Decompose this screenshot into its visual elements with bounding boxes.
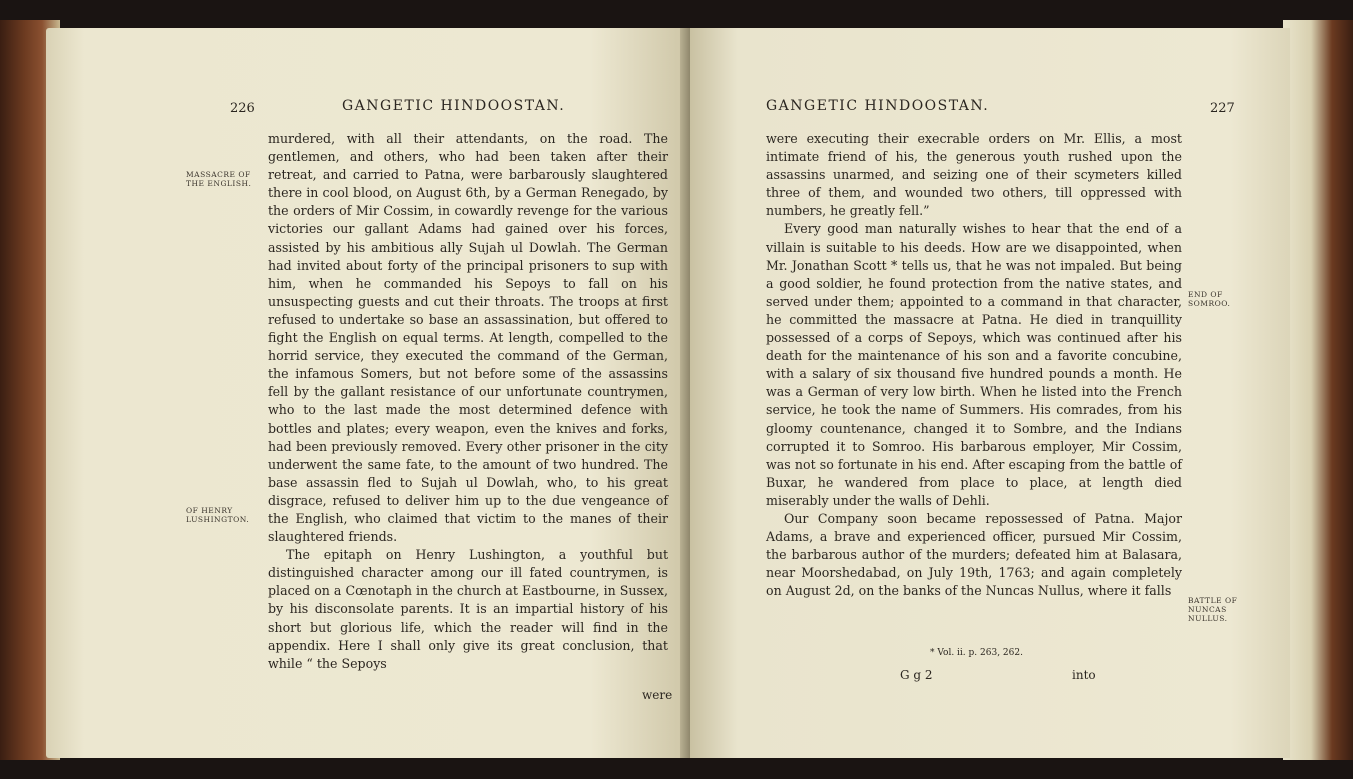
right-paragraph-1: were executing their execrable orders on Mr. Ellis, a most intimate friend of his, the generous youth rushed upon the assassins unarmed, and seizing one of their scymeters killed three of them, and wounded two others, till oppressed with numbers, he greatly fell.” (766, 131, 1182, 219)
margin-note-lushington: OF HENRY LUSHINGTON. (186, 506, 250, 524)
margin-note-massacre: MASSACRE OF THE ENGLISH. (186, 170, 252, 188)
book-binding-right (1283, 20, 1353, 760)
footnote: * Vol. ii. p. 263, 262. (930, 648, 1023, 658)
left-paragraph-1: murdered, with all their attendants, on the road. The gentlemen, and others, who had been taken after their retreat, and carried to Patna, were barbarously slaughtered there in cool blood, on August 6th, by a German Renegado, by the orders of Mir Cossim, in cowardly revenge for the various victories our gallant Adams had gained over his forces, assisted by his ambitious ally Sujah ul Dowlah. The German had invited about forty of the principal prisoners to sup with him, when he commanded his Sepoys to fall on his unsuspecting guests and cut their throats. The troops at first refused to undertake so base an assassination, but offered to fight the English on equal terms. At length, compelled to the horrid service, they executed the command of the German, the infamous Somers, but not before some of the assassins fell by the gallant resistance of our unfortunate countrymen, who to the last made the most determined defence with bottles and plates; every weapon, even the knives and forks, had been previously removed. Every other prisoner in the city underwent the same fate, to the amount of two hundred. The base assassin fled to Sujah ul Dowlah, who, to his great disgrace, refused to deliver him up to the due vengeance of the English, who claimed that victim to the manes of their slaughtered friends. (268, 131, 668, 545)
signature-mark: G g 2 (900, 668, 933, 682)
left-paragraph-2: The epitaph on Henry Lushington, a youthful but distinguished character among our ill fated countrymen, is placed on a Cœnotaph in the church at Eastbourne, in Sussex, by his disconsolate parents. It is an impartial history of his short but glorious life, which the reader will find in the appendix. Here I shall only give its great conclusion, that while “ the Sepoys (268, 547, 668, 671)
right-page-number: 227 (1210, 101, 1235, 116)
left-catchword: were (642, 688, 673, 702)
margin-note-somroo: END OF SOMROO. (1188, 290, 1231, 308)
right-page (690, 28, 1290, 758)
right-body-text (766, 130, 1182, 600)
right-catchword: into (1072, 668, 1096, 682)
left-page-number: 226 (230, 101, 255, 116)
left-page (46, 28, 686, 758)
right-running-header: GANGETIC HINDOOSTAN. (766, 98, 990, 114)
right-paragraph-2: Every good man naturally wishes to hear that the end of a villain is suitable to his deeds. How are we disappointed, when Mr. Jonathan Scott * tells us, that he was not impaled. But being a good soldier, he found protection from the native states, and served under them; appointed to a command in that character, he committed the massacre at Patna. He died in tranquillity possessed of a corps of Sepoys, which was continued after his death for the maintenance of his son and a favorite concubine, with a salary of six thousand five hundred pounds a month. He was a German of very low birth. When he listed into the French service, he took the name of Summers. His comrades, from his gloomy countenance, changed it to Sombre, and the Indians corrupted it to Somroo. His barbarous employer, Mir Cossim, was not so fortunate in his end. After escaping from the battle of Buxar, he wandered from place to place, at length died miserably under the walls of Dehli. (766, 221, 1182, 508)
left-running-header: GANGETIC HINDOOSTAN. (342, 98, 566, 114)
margin-note-nuncas-nullus: BATTLE OF NUNCAS NULLUS. (1188, 596, 1238, 623)
right-paragraph-3: Our Company soon became repossessed of Patna. Major Adams, a brave and experienced officer, pursued Mir Cossim, the barbarous author of the murders; defeated him at Balasara, near Moorshedabad, on July 19th, 1763; and again completely on August 2d, on the banks of the Nuncas Nullus, where it falls (766, 510, 1182, 599)
left-body-text (268, 130, 668, 673)
